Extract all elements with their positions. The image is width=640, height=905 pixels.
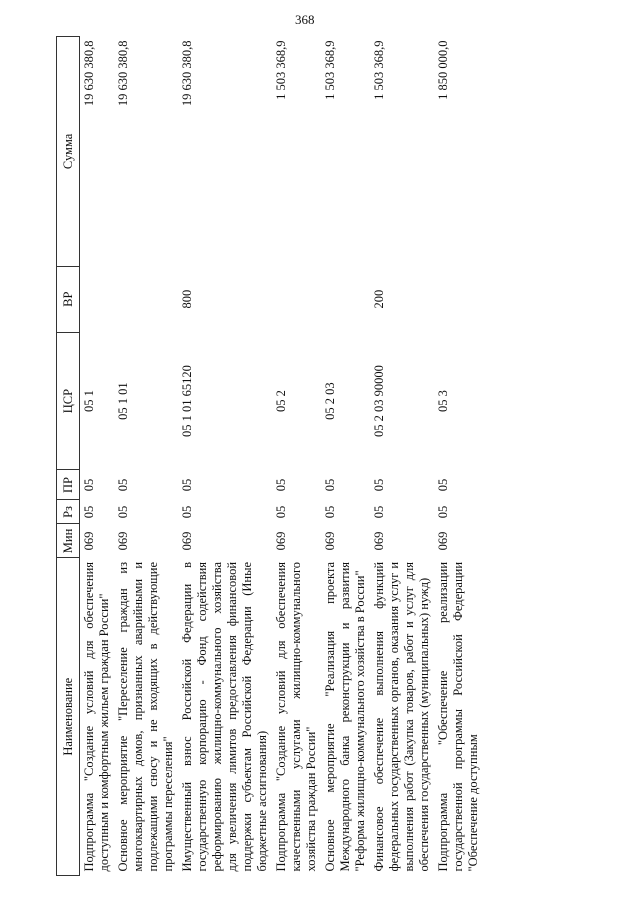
- row-csr: 05 1 01: [116, 382, 130, 420]
- row-rz: 05: [116, 505, 130, 519]
- row-rz: 05: [372, 505, 386, 519]
- row-vr: [321, 266, 370, 332]
- table-row: [80, 37, 115, 876]
- table-row: [434, 37, 483, 876]
- row-vr: [80, 266, 115, 332]
- row-name: Финансовое обеспечение выполнения функций федеральных государственных органов, оказания услуг и выполнения работ (Закупка товаров, работ и услуг для обеспечения государственных (муниципальных) нужд): [372, 561, 431, 872]
- row-pr: 05: [436, 478, 450, 492]
- header-vr: ВР: [57, 266, 80, 332]
- budget-table-rotated: [56, 36, 586, 876]
- row-csr: 05 2 03: [323, 382, 337, 420]
- row-vr: 200: [372, 289, 386, 309]
- row-csr: 05 2: [274, 390, 288, 412]
- header-row: [57, 37, 80, 876]
- row-name: Подпрограмма "Создание условий для обеспечения доступным и комфортным жильем граждан России": [82, 561, 111, 872]
- header-min: Мин: [57, 524, 80, 558]
- row-sum: 1 503 368,9: [323, 40, 337, 100]
- row-name: Подпрограмма "Обеспечение реализации государственной программы Российской Федерации "Обеспечение доступным: [436, 561, 480, 872]
- row-pr: 05: [116, 478, 130, 492]
- row-sum: 1 850 000,0: [436, 40, 450, 100]
- row-min: 069: [274, 531, 288, 551]
- header-rz: Рз: [57, 500, 80, 524]
- row-pr: 05: [180, 478, 194, 492]
- row-name: Основное мероприятие "Реализация проекта Международного банка реконструкции и развития "Реформа жилищно-коммунального хозяйства в России": [323, 561, 367, 872]
- row-sum: 1 503 368,9: [372, 40, 386, 100]
- row-csr: 05 1 01 65120: [180, 365, 194, 437]
- row-min: 069: [323, 531, 337, 551]
- header-sum: Сумма: [57, 37, 80, 267]
- row-min: 069: [180, 531, 194, 551]
- row-vr: [114, 266, 178, 332]
- row-min: 069: [436, 531, 450, 551]
- row-pr: 05: [323, 478, 337, 492]
- row-csr: 05 3: [436, 390, 450, 412]
- header-name: Наименование: [57, 558, 80, 876]
- row-min: 069: [82, 531, 96, 551]
- page-number: 368: [295, 12, 315, 27]
- budget-table: [56, 36, 483, 876]
- row-name: Имущественный взнос Российской Федерации в государственную корпорацию - Фонд содействия реформированию жилищно-коммунального хозяйства для увеличения лимитов предоставления финансовой поддержки субъектам Российской Федерации (Иные бюджетные ассигнования): [180, 561, 269, 872]
- row-min: 069: [116, 531, 130, 551]
- row-name: Основное мероприятие "Переселение граждан из многоквартирных домов, признанных аварийными и подлежащими сносу и не входящих в действующие программы переселения": [116, 561, 175, 872]
- row-pr: 05: [82, 478, 96, 492]
- row-pr: 05: [372, 478, 386, 492]
- table-row: [321, 37, 370, 876]
- row-rz: 05: [436, 505, 450, 519]
- table-row: [114, 37, 178, 876]
- row-sum: 19 630 380,8: [82, 40, 96, 107]
- row-sum: 19 630 380,8: [180, 40, 194, 107]
- row-name: Подпрограмма "Создание условий для обеспечения качественными услугами жилищно-коммунального хозяйства граждан России": [274, 561, 318, 872]
- row-rz: 05: [323, 505, 337, 519]
- table-row: [178, 37, 272, 876]
- header-pr: ПР: [57, 470, 80, 500]
- row-vr: 800: [180, 289, 194, 309]
- row-min: 069: [372, 531, 386, 551]
- table-row: [272, 37, 321, 876]
- row-rz: 05: [274, 505, 288, 519]
- header-csr: ЦСР: [57, 332, 80, 470]
- row-csr: 05 2 03 90000: [372, 365, 386, 437]
- row-vr: [272, 266, 321, 332]
- row-rz: 05: [82, 505, 96, 519]
- row-rz: 05: [180, 505, 194, 519]
- table-row: [370, 37, 434, 876]
- row-vr: [434, 266, 483, 332]
- row-sum: 19 630 380,8: [116, 40, 130, 107]
- row-pr: 05: [274, 478, 288, 492]
- row-sum: 1 503 368,9: [274, 40, 288, 100]
- row-csr: 05 1: [82, 390, 96, 412]
